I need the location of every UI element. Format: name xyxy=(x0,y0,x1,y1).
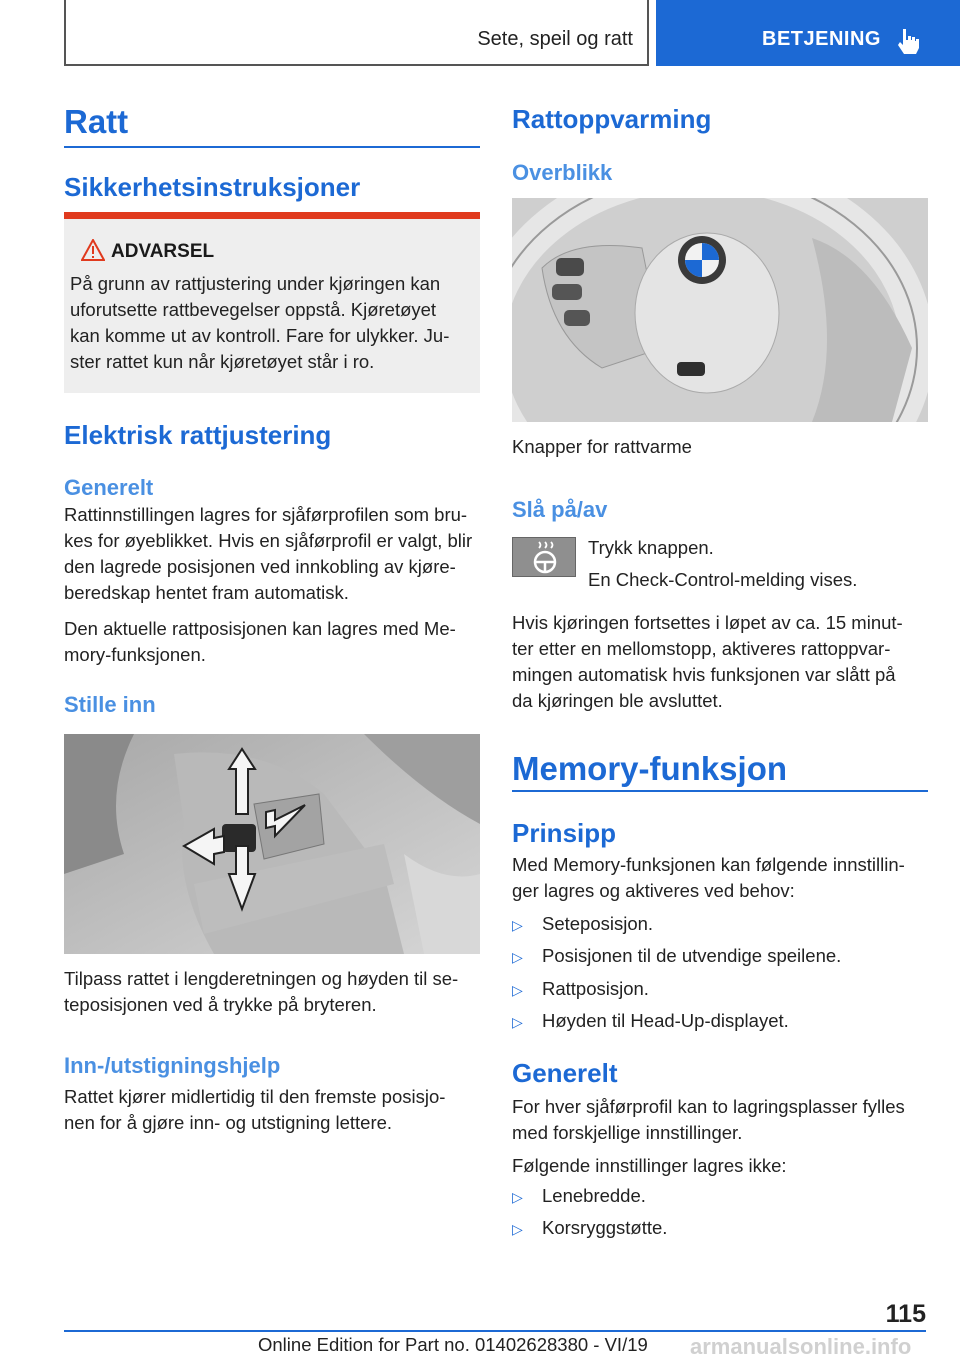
adjust-caption: Tilpass rattet i lengderetningen og høyden til se- teposisjonen ved å trykke på bryteren. xyxy=(64,968,459,1015)
memory-note-paragraph: Den aktuelle rattposisjonen kan lagres med Me- mory-funksjonen. xyxy=(64,618,456,665)
on-off-heading: Slå på/av xyxy=(512,497,608,522)
not-saved-text: Følgende innstillinger lagres ikke: xyxy=(512,1155,787,1176)
footer-rule xyxy=(64,1330,926,1332)
page-title: Ratt xyxy=(64,103,129,140)
entry-exit-paragraph: Rattet kjører midlertidig til den fremste posisjo- nen for å gjøre inn- og utstigning lettere. xyxy=(64,1086,446,1133)
list-item: ▷ Posisjonen til de utvendige speilene. xyxy=(512,945,842,966)
entry-exit-heading: Inn-/utstigningshjelp xyxy=(64,1053,281,1078)
safety-heading: Sikkerhetsinstruksjoner xyxy=(64,172,361,202)
electric-adjust-heading: Elektrisk rattjustering xyxy=(64,420,332,450)
list-item: ▷ Rattposisjon. xyxy=(512,978,649,999)
steering-wheel-image xyxy=(512,198,928,422)
general-paragraph: Rattinnstillingen lagres for sjåførprofilen som bru- kes for øyeblikket. Hvis en sjåførprofil er valgt, blir den lagrede posisjonen ved innkobling av kjøre- beredskap hentet fram automatisk. xyxy=(64,504,473,603)
heating-continue-paragraph: Hvis kjøringen fortsettes i løpet av ca. 15 minut- ter etter en mellomstopp, aktiveres rattoppvar- mingen automatisk hvis funksjonen var slått på da kjøringen ble avsluttet. xyxy=(512,612,903,711)
list-item: ▷ Lenebredde. xyxy=(512,1185,646,1206)
check-control-text: En Check-Control-melding vises. xyxy=(588,569,858,590)
memory-heading: Memory-funksjon xyxy=(512,750,788,787)
header-chapter-title: BETJENING xyxy=(762,28,881,50)
heating-heading: Rattoppvarming xyxy=(512,104,712,134)
heating-caption: Knapper for rattvarme xyxy=(512,436,692,457)
watermark: armanualsonline.info xyxy=(690,1334,912,1359)
memory-general-paragraph: For hver sjåførprofil kan to lagringsplasser fylles med forskjellige innstillinger. xyxy=(512,1096,905,1143)
general-heading: Generelt xyxy=(64,475,154,500)
overview-heading: Overblikk xyxy=(512,160,613,185)
list-item: ▷ Seteposisjon. xyxy=(512,913,654,934)
header-chapter-box xyxy=(656,0,960,66)
pointing-hand-icon xyxy=(896,27,920,55)
title-rule xyxy=(64,146,480,148)
edition-text: Online Edition for Part no. 01402628380 - VI/19 xyxy=(258,1334,648,1355)
warning-bar xyxy=(64,212,480,219)
steering-wheel-heat-icon xyxy=(512,537,576,577)
press-button-text: Trykk knappen. xyxy=(588,537,714,558)
list-item: ▷ Høyden til Head-Up-displayet. xyxy=(512,1010,789,1031)
header-section-title: Sete, speil og ratt xyxy=(477,28,633,50)
list-item: ▷ Korsryggstøtte. xyxy=(512,1217,668,1238)
header-section-box xyxy=(64,0,649,66)
page-number: 115 xyxy=(885,1300,926,1328)
principle-paragraph: Med Memory-funksjonen kan følgende innstillin- ger lagres og aktiveres ved behov: xyxy=(512,854,905,901)
principle-heading: Prinsipp xyxy=(512,818,617,848)
warning-text: På grunn av rattjustering under kjøringen kan uforutsette rattbevegelser oppstå. Kjøretøyet kan komme ut av kontroll. Fare for ulykker. Ju- ster rattet kun når kjøretøyet står i ro. xyxy=(70,273,450,372)
steering-column-switch-image xyxy=(64,734,480,954)
adjust-heading: Stille inn xyxy=(64,692,156,717)
warning-label: ADVARSEL xyxy=(111,241,215,262)
memory-rule xyxy=(512,790,928,792)
memory-general-heading: Generelt xyxy=(512,1058,618,1088)
warning-box xyxy=(64,219,480,393)
warning-triangle-icon xyxy=(81,239,105,261)
